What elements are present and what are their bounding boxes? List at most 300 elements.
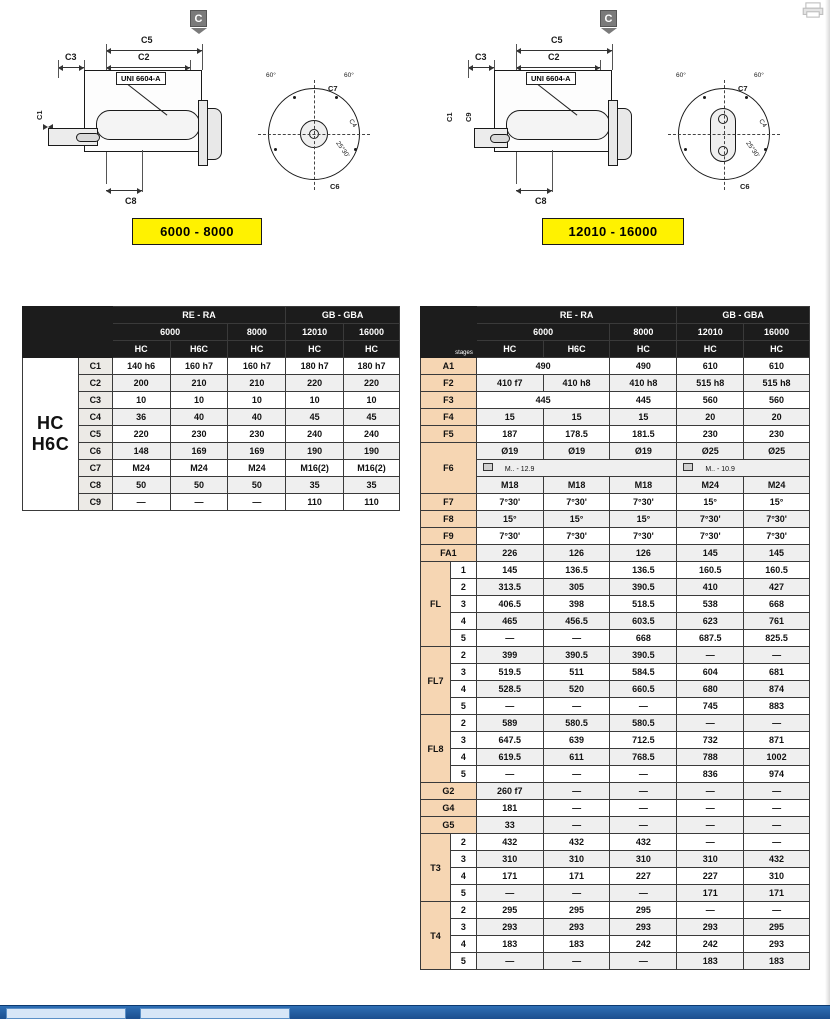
cell: 295 xyxy=(744,919,810,936)
cell: 519.5 xyxy=(476,664,543,681)
cell: — xyxy=(677,800,744,817)
cell: 310 xyxy=(476,851,543,868)
dim-c2-left: C2 xyxy=(138,52,150,62)
cell: 230 xyxy=(228,426,286,443)
cell: 293 xyxy=(610,919,677,936)
cell: — xyxy=(744,647,810,664)
row-code-fl7: FL7 xyxy=(421,647,451,715)
cell: 584.5 xyxy=(610,664,677,681)
cell: Ø19 xyxy=(476,443,543,460)
type-header-h6c-l1: H6C xyxy=(170,341,228,358)
cell: 227 xyxy=(610,868,677,885)
cell: 15 xyxy=(610,409,677,426)
type-header-h6c-r1: H6C xyxy=(543,341,610,358)
row-code-f9: F9 xyxy=(421,528,477,545)
row-code-t4: T4 xyxy=(421,902,451,970)
cell: Ø19 xyxy=(543,443,610,460)
cell: 169 xyxy=(228,443,286,460)
cell: 15° xyxy=(610,511,677,528)
dimline-c5-left xyxy=(106,50,202,51)
cell: — xyxy=(476,698,543,715)
cell: 220 xyxy=(286,375,344,392)
group-header-re-ra-right: RE - RA xyxy=(476,307,676,324)
stage-index: 5 xyxy=(450,885,476,902)
stage-index: 4 xyxy=(450,681,476,698)
cell: 10 xyxy=(112,392,170,409)
table-row xyxy=(421,868,810,885)
type-header-hc-r0: HC xyxy=(476,341,543,358)
cell: 732 xyxy=(677,732,744,749)
bolt-dot-r3 xyxy=(684,148,687,151)
cell: M18 xyxy=(543,477,610,494)
cell: 200 xyxy=(112,375,170,392)
size-header-12010-left: 12010 xyxy=(286,324,344,341)
page-right-edge xyxy=(825,0,830,1005)
table-row xyxy=(421,375,810,392)
cell: 126 xyxy=(543,545,610,562)
diagram-left xyxy=(8,0,418,260)
cell: 180 h7 xyxy=(286,358,344,375)
dimline-c2-left xyxy=(106,67,190,68)
cell: 181 xyxy=(476,800,543,817)
stage-index: 2 xyxy=(450,579,476,596)
table-row xyxy=(421,664,810,681)
cell: 210 xyxy=(228,375,286,392)
cell: — xyxy=(677,783,744,800)
cell: 183 xyxy=(543,936,610,953)
bolt-dot-r4 xyxy=(764,148,767,151)
cell: 190 xyxy=(344,443,400,460)
cell: 40 xyxy=(170,409,228,426)
angle-60-right-a: 60° xyxy=(676,72,686,79)
bolt-dot-l3 xyxy=(274,148,277,151)
table-row xyxy=(421,494,810,511)
cell: 410 h8 xyxy=(610,375,677,392)
cell: 603.5 xyxy=(610,613,677,630)
row-code-g4: G4 xyxy=(421,800,477,817)
cell: 647.5 xyxy=(476,732,543,749)
cell: M16(2) xyxy=(286,460,344,477)
cell: — xyxy=(112,494,170,511)
size-header-12010-right: 12010 xyxy=(677,324,744,341)
cell: 220 xyxy=(112,426,170,443)
corner-stages-label xyxy=(421,307,477,358)
cell: 210 xyxy=(170,375,228,392)
flange-plate-right xyxy=(608,100,618,166)
cell: — xyxy=(543,885,610,902)
type-header-hc-r4: HC xyxy=(744,341,810,358)
note-uni-left: UNI 6604-A xyxy=(116,72,166,85)
table-row xyxy=(421,919,810,936)
cell: 390.5 xyxy=(543,647,610,664)
bolt-dot-l2 xyxy=(335,96,338,99)
cell: 310 xyxy=(744,868,810,885)
table-row xyxy=(23,375,400,392)
cell: 169 xyxy=(170,443,228,460)
cell: — xyxy=(170,494,228,511)
cell: M24 xyxy=(170,460,228,477)
row-code-fl8: FL8 xyxy=(421,715,451,783)
cell: 515 h8 xyxy=(677,375,744,392)
cell: 187 xyxy=(476,426,543,443)
dim-c4-left: C4 xyxy=(347,118,358,129)
row-code-c5: C5 xyxy=(78,426,112,443)
tag-left: 6000 - 8000 xyxy=(132,218,262,245)
cell: 183 xyxy=(677,953,744,970)
stages-label-text: stages xyxy=(455,350,473,356)
cell: 148 xyxy=(112,443,170,460)
table-row xyxy=(23,409,400,426)
type-header-hc-r3: HC xyxy=(677,341,744,358)
side-label-h6c: H6C xyxy=(31,434,70,454)
cell: 310 xyxy=(543,851,610,868)
cell: — xyxy=(610,817,677,834)
cell: 974 xyxy=(744,766,810,783)
cell: 465 xyxy=(476,613,543,630)
table-row xyxy=(421,477,810,494)
cell: — xyxy=(610,800,677,817)
cell: 668 xyxy=(610,630,677,647)
table-row xyxy=(23,358,400,375)
body-inner-right xyxy=(506,110,610,140)
cell: 874 xyxy=(744,681,810,698)
cell: 687.5 xyxy=(677,630,744,647)
dim-c7-right: C7 xyxy=(738,84,748,93)
cell: 15 xyxy=(543,409,610,426)
cell: M24 xyxy=(744,477,810,494)
bolt-icon-left xyxy=(483,463,493,471)
cell: — xyxy=(543,766,610,783)
cell: 825.5 xyxy=(744,630,810,647)
table-row xyxy=(421,579,810,596)
cell: 399 xyxy=(476,647,543,664)
table-row xyxy=(23,392,400,409)
angle-60-right-b: 60° xyxy=(754,72,764,79)
table-left-dimensions xyxy=(22,306,400,511)
cell: 293 xyxy=(677,919,744,936)
section-flag-c-left: C xyxy=(190,10,207,27)
taskbar-button-2[interactable] xyxy=(140,1008,290,1019)
cell: — xyxy=(677,902,744,919)
cell: 7°30' xyxy=(610,494,677,511)
stage-index: 2 xyxy=(450,834,476,851)
cell: — xyxy=(543,698,610,715)
cell: — xyxy=(543,800,610,817)
cell: 589 xyxy=(476,715,543,732)
dim-c5-left: C5 xyxy=(141,35,153,45)
row-code-f4: F4 xyxy=(421,409,477,426)
group-header-re-ra-left: RE - RA xyxy=(112,307,285,324)
cell: — xyxy=(744,902,810,919)
cell: 230 xyxy=(170,426,228,443)
cell: 7°30' xyxy=(744,528,810,545)
table-row xyxy=(421,562,810,579)
stage-index: 5 xyxy=(450,766,476,783)
cell: 7°30' xyxy=(476,528,543,545)
extline-right-2 xyxy=(612,44,613,70)
cell: 160.5 xyxy=(744,562,810,579)
row-code-c6: C6 xyxy=(78,443,112,460)
table-row xyxy=(421,545,810,562)
cell: 580.5 xyxy=(543,715,610,732)
extline-left-4 xyxy=(58,60,59,78)
cell: 171 xyxy=(677,885,744,902)
group-header-gb-gba-right: GB - GBA xyxy=(677,307,810,324)
cell: 171 xyxy=(744,885,810,902)
cell: 50 xyxy=(112,477,170,494)
cell: 7°30' xyxy=(677,511,744,528)
cell: 7°30' xyxy=(610,528,677,545)
cell: 293 xyxy=(476,919,543,936)
cell: — xyxy=(476,630,543,647)
type-header-hc-l3: HC xyxy=(286,341,344,358)
cell: — xyxy=(677,715,744,732)
dim-c8-left: C8 xyxy=(125,196,137,206)
size-header-16000-left: 16000 xyxy=(344,324,400,341)
dim-c8-right: C8 xyxy=(535,196,547,206)
cell: 140 h6 xyxy=(112,358,170,375)
row-code-c7: C7 xyxy=(78,460,112,477)
cell: 242 xyxy=(677,936,744,953)
dimline-c3-right xyxy=(468,67,494,68)
cell: 681 xyxy=(744,664,810,681)
f6-note-left xyxy=(476,460,676,477)
cell: 242 xyxy=(610,936,677,953)
bolt-dot-r2 xyxy=(745,96,748,99)
angle-2530-left: 25°30' xyxy=(334,140,351,160)
cell: — xyxy=(744,715,810,732)
cell: M24 xyxy=(677,477,744,494)
table-row xyxy=(421,426,810,443)
cell: — xyxy=(677,647,744,664)
cell: 171 xyxy=(476,868,543,885)
cell: 145 xyxy=(744,545,810,562)
table-row xyxy=(421,885,810,902)
cell: 33 xyxy=(476,817,543,834)
size-header-16000-right: 16000 xyxy=(744,324,810,341)
cell: 35 xyxy=(344,477,400,494)
cell: 490 xyxy=(610,358,677,375)
cell: 538 xyxy=(677,596,744,613)
row-code-c4: C4 xyxy=(78,409,112,426)
cell: 668 xyxy=(744,596,810,613)
table-row xyxy=(421,851,810,868)
cell: 410 xyxy=(677,579,744,596)
cell: 406.5 xyxy=(476,596,543,613)
cell: Ø25 xyxy=(677,443,744,460)
cell: M24 xyxy=(228,460,286,477)
dim-c3-right: C3 xyxy=(475,52,487,62)
cell: M16(2) xyxy=(344,460,400,477)
cell: — xyxy=(744,783,810,800)
cell: 226 xyxy=(476,545,543,562)
cell: 136.5 xyxy=(610,562,677,579)
cell: 745 xyxy=(677,698,744,715)
stage-index: 5 xyxy=(450,698,476,715)
table-row xyxy=(421,511,810,528)
dim-c7-left: C7 xyxy=(328,84,338,93)
cell: 410 f7 xyxy=(476,375,543,392)
cell: 45 xyxy=(344,409,400,426)
cell: M24 xyxy=(112,460,170,477)
cell: 183 xyxy=(744,953,810,970)
cell: 295 xyxy=(543,902,610,919)
cell: 10 xyxy=(286,392,344,409)
type-header-hc-l4: HC xyxy=(344,341,400,358)
dim-c6-right: C6 xyxy=(740,182,750,191)
group-header-gb-gba-left: GB - GBA xyxy=(286,307,400,324)
cell: 432 xyxy=(610,834,677,851)
table-row xyxy=(421,766,810,783)
bolt-dot-l1 xyxy=(293,96,296,99)
cell: 15 xyxy=(476,409,543,426)
row-code-a1: A1 xyxy=(421,358,477,375)
cell: 390.5 xyxy=(610,579,677,596)
angle-60-left-a: 60° xyxy=(266,72,276,79)
cell: 660.5 xyxy=(610,681,677,698)
diagram-area xyxy=(0,0,830,260)
cell: 768.5 xyxy=(610,749,677,766)
stage-index: 1 xyxy=(450,562,476,579)
cell: — xyxy=(610,953,677,970)
stage-index: 4 xyxy=(450,613,476,630)
cell: 680 xyxy=(677,681,744,698)
cell: 560 xyxy=(677,392,744,409)
key-left xyxy=(76,133,100,142)
dim-c3-left: C3 xyxy=(65,52,77,62)
table-row xyxy=(421,392,810,409)
cell: 390.5 xyxy=(610,647,677,664)
table-row xyxy=(421,647,810,664)
cell: M18 xyxy=(476,477,543,494)
cell: 295 xyxy=(476,902,543,919)
table-row xyxy=(421,800,810,817)
note-uni-right: UNI 6604-A xyxy=(526,72,576,85)
cell: — xyxy=(677,834,744,851)
cell: 445 xyxy=(610,392,677,409)
row-code-c1: C1 xyxy=(78,358,112,375)
table-row xyxy=(23,426,400,443)
cell: 227 xyxy=(677,868,744,885)
cell: 15° xyxy=(543,511,610,528)
extline-right-4 xyxy=(468,60,469,78)
cell: — xyxy=(610,885,677,902)
size-header-8000-left: 8000 xyxy=(228,324,286,341)
cell: 180 h7 xyxy=(344,358,400,375)
cell: 160.5 xyxy=(677,562,744,579)
dim-c2-right: C2 xyxy=(548,52,560,62)
side-label-hc: HC xyxy=(36,413,64,434)
cell: 293 xyxy=(543,919,610,936)
table-row xyxy=(421,749,810,766)
corner-blank-left xyxy=(23,307,113,358)
cell: 181.5 xyxy=(610,426,677,443)
cell: 240 xyxy=(344,426,400,443)
cell: 560 xyxy=(744,392,810,409)
cell: 178.5 xyxy=(543,426,610,443)
table-row xyxy=(421,324,810,341)
cell: — xyxy=(610,698,677,715)
cell: 160 h7 xyxy=(170,358,228,375)
stage-index: 5 xyxy=(450,953,476,970)
cell: — xyxy=(744,817,810,834)
cell: 50 xyxy=(228,477,286,494)
cell: 171 xyxy=(543,868,610,885)
cell: 518.5 xyxy=(610,596,677,613)
row-code-c8: C8 xyxy=(78,477,112,494)
cell: 611 xyxy=(543,749,610,766)
bolt-dot-l4 xyxy=(354,148,357,151)
row-code-g5: G5 xyxy=(421,817,477,834)
cell: 240 xyxy=(286,426,344,443)
type-header-hc-r2: HC xyxy=(610,341,677,358)
cell: Ø25 xyxy=(744,443,810,460)
dim-c9-right: C9 xyxy=(464,112,473,122)
body-inner-left xyxy=(96,110,200,140)
table-row xyxy=(23,443,400,460)
cell: 432 xyxy=(476,834,543,851)
row-code-f3: F3 xyxy=(421,392,477,409)
printer-icon xyxy=(802,2,824,18)
cell: 432 xyxy=(744,851,810,868)
taskbar[interactable] xyxy=(0,1005,830,1019)
row-code-fa1: FA1 xyxy=(421,545,477,562)
cell: 619.5 xyxy=(476,749,543,766)
cell: 432 xyxy=(543,834,610,851)
cell: — xyxy=(744,800,810,817)
cell: 7°30' xyxy=(476,494,543,511)
cell: 10 xyxy=(170,392,228,409)
table-row xyxy=(421,409,810,426)
table-row xyxy=(421,698,810,715)
cell: 610 xyxy=(677,358,744,375)
cell: 883 xyxy=(744,698,810,715)
dimline-c5-right xyxy=(516,50,612,51)
cell: 490 xyxy=(476,358,610,375)
cell: — xyxy=(476,953,543,970)
stage-index: 2 xyxy=(450,647,476,664)
centerline-v-left xyxy=(314,80,315,190)
cell: 110 xyxy=(344,494,400,511)
table-row xyxy=(421,681,810,698)
row-code-g2: G2 xyxy=(421,783,477,800)
cell: 511 xyxy=(543,664,610,681)
cell: 45 xyxy=(286,409,344,426)
bolt-hole-r1 xyxy=(718,114,728,124)
table-row xyxy=(421,528,810,545)
stage-index: 3 xyxy=(450,596,476,613)
cell: 15° xyxy=(744,494,810,511)
cell: — xyxy=(476,766,543,783)
table-row xyxy=(421,817,810,834)
stage-index: 2 xyxy=(450,715,476,732)
cell: 610 xyxy=(744,358,810,375)
stage-index: 4 xyxy=(450,749,476,766)
row-code-c3: C3 xyxy=(78,392,112,409)
cell: M18 xyxy=(610,477,677,494)
cell: 7°30' xyxy=(543,528,610,545)
taskbar-button-1[interactable] xyxy=(6,1008,126,1019)
cell: Ø19 xyxy=(610,443,677,460)
cell: 293 xyxy=(744,936,810,953)
bolt-hole-r2 xyxy=(718,146,728,156)
cell: 604 xyxy=(677,664,744,681)
cell: 20 xyxy=(677,409,744,426)
table-row xyxy=(421,783,810,800)
cell: 15° xyxy=(677,494,744,511)
stage-index: 3 xyxy=(450,664,476,681)
row-code-f6: F6 xyxy=(421,443,477,494)
